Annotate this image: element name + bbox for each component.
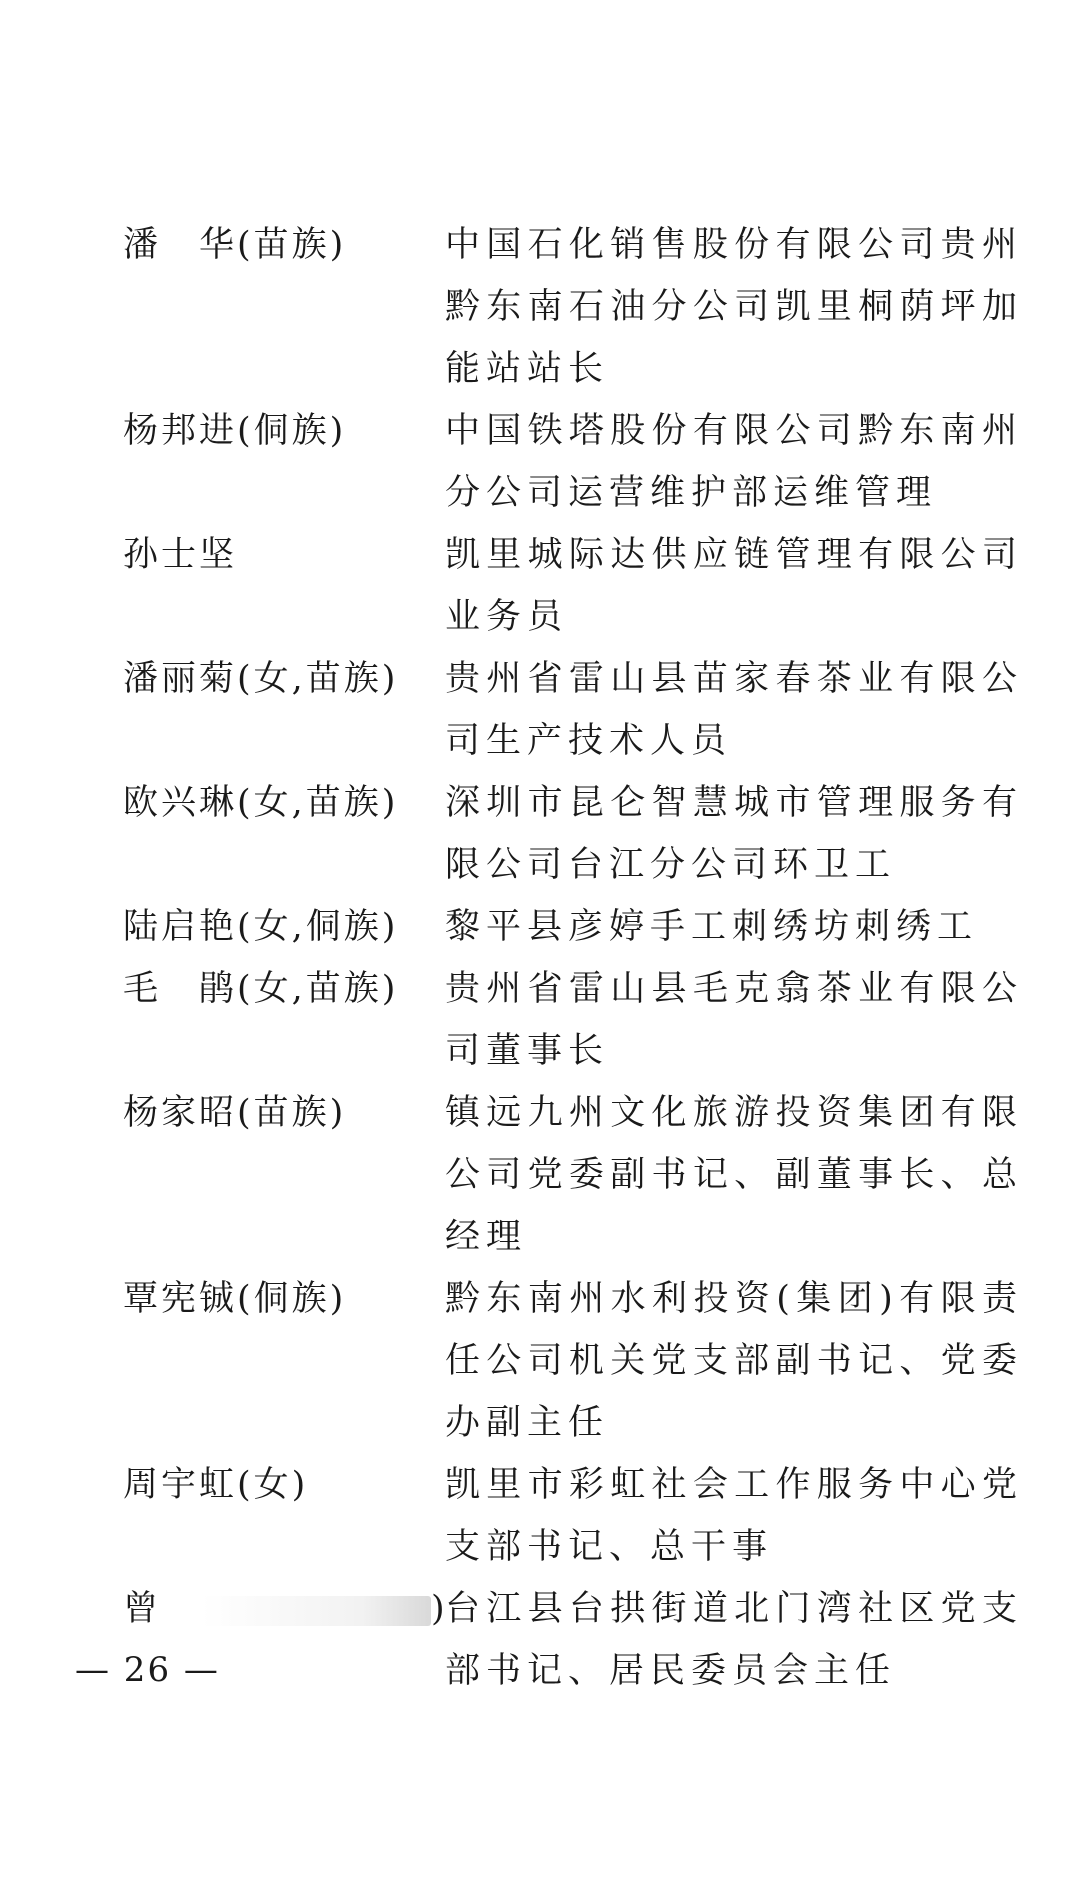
person-affiliation: 台江县台拱街道北门湾社区党支部书记、居民委员会主任: [445, 1589, 1023, 1691]
redaction-blur: [201, 1596, 431, 1626]
person-name: 欧兴琳(女,苗族): [123, 783, 399, 823]
person-name: 毛 鹃(女,苗族): [123, 969, 399, 1009]
person-name: 潘 华(苗族): [123, 225, 347, 265]
person-name: 陆启艳(女,侗族): [123, 907, 399, 947]
person-name: 杨邦进(侗族): [123, 411, 347, 451]
list-item: [123, 1268, 1023, 1454]
person-name: 周宇虹(女): [123, 1465, 309, 1505]
name-visible-end: ): [431, 1589, 448, 1629]
person-name: 覃宪铖(侗族): [123, 1279, 347, 1319]
person-affiliation: 黔东南州水利投资(集团)有限责任公司机关党支部副书记、党委办副主任: [445, 1279, 1023, 1443]
person-affiliation: 凯里城际达供应链管理有限公司业务员: [445, 535, 1023, 637]
list-item: [123, 648, 1023, 772]
list-item: [123, 1082, 1023, 1268]
list-item: [123, 1578, 1023, 1702]
list-item: [123, 958, 1023, 1082]
person-affiliation: 中国石化销售股份有限公司贵州黔东南石油分公司凯里桐荫坪加能站站长: [445, 225, 1023, 389]
list-item: [123, 214, 1023, 400]
person-affiliation: 凯里市彩虹社会工作服务中心党支部书记、总干事: [445, 1465, 1023, 1567]
honoree-list: [123, 214, 1023, 1702]
page-number: — 26 —: [75, 1650, 220, 1690]
person-affiliation: 黎平县彦婷手工刺绣坊刺绣工: [445, 907, 979, 947]
person-name: 杨家昭(苗族): [123, 1093, 347, 1133]
person-name: 孙士坚: [123, 535, 238, 575]
person-affiliation: 镇远九州文化旅游投资集团有限公司党委副书记、副董事长、总经理: [445, 1093, 1023, 1257]
person-affiliation: 深圳市昆仑智慧城市管理服务有限公司台江分公司环卫工: [445, 783, 1023, 885]
person-name: 潘丽菊(女,苗族): [123, 659, 399, 699]
person-affiliation: 中国铁塔股份有限公司黔东南州分公司运营维护部运维管理: [445, 411, 1023, 513]
person-affiliation: 贵州省雷山县毛克翕茶业有限公司董事长: [445, 969, 1023, 1071]
list-item: [123, 772, 1023, 896]
list-item: [123, 524, 1023, 648]
list-item: [123, 1454, 1023, 1578]
name-visible-start: 曾: [123, 1589, 162, 1629]
list-item: [123, 400, 1023, 524]
person-affiliation: 贵州省雷山县苗家春茶业有限公司生产技术人员: [445, 659, 1023, 761]
list-item: [123, 896, 1023, 958]
